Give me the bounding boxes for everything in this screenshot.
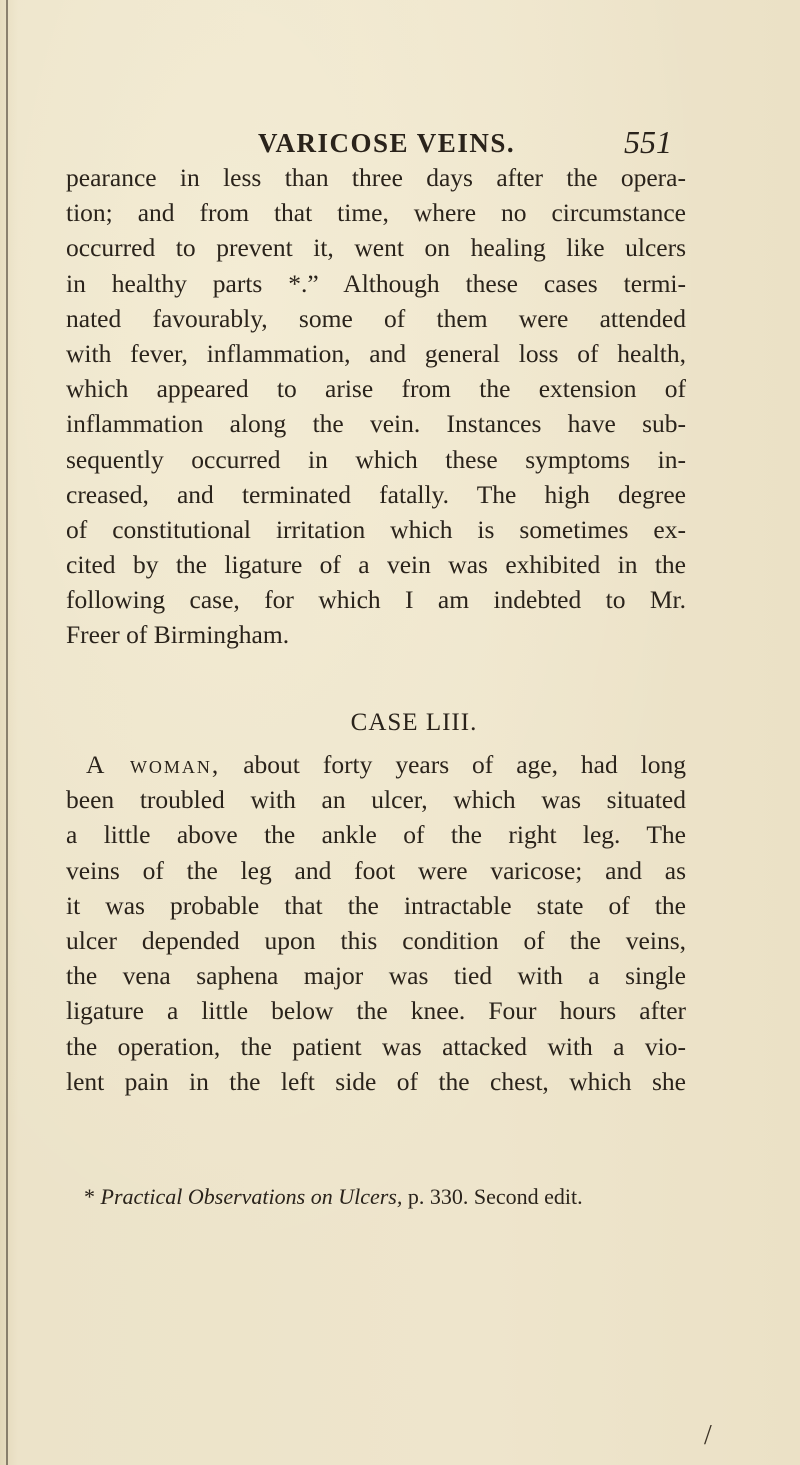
- text-line: occurred to prevent it, went on healing like ulcers: [66, 233, 686, 263]
- stray-pen-mark: /: [704, 1420, 712, 1451]
- footnote: [84, 1184, 694, 1210]
- text-line: nated favourably, some of them were attended: [66, 303, 686, 333]
- text-line: pearance in less than three days after the opera-: [66, 163, 686, 192]
- text-line: creased, and terminated fatally. The high degree: [66, 479, 686, 509]
- body-paragraph: [66, 160, 686, 653]
- text-line: the operation, the patient was attacked with a vio-: [66, 1031, 686, 1061]
- text-line: a little above the ankle of the right leg. The: [66, 820, 686, 850]
- case-first-line-rest: about forty years of age, had long: [220, 750, 686, 779]
- footnote-title: Practical Observations on Ulcers,: [100, 1184, 403, 1209]
- text-line: the vena saphena major was tied with a single: [66, 961, 686, 991]
- text-line: ligature a little below the knee. Four hours after: [66, 996, 686, 1026]
- text-line: lent pain in the left side of the chest, which she: [66, 1066, 686, 1096]
- text-line: veins of the leg and foot were varicose; and as: [66, 855, 686, 885]
- text-line: been troubled with an ulcer, which was situated: [66, 785, 686, 815]
- text-line: following case, for which I am indebted to Mr.: [66, 585, 686, 615]
- text-line: inflammation along the vein. Instances have sub-: [66, 409, 686, 439]
- text-line: ulcer depended upon this condition of the veins,: [66, 925, 686, 955]
- text-line: Freer of Birmingham.: [66, 620, 290, 650]
- case-opening-word: A woman,: [86, 750, 221, 779]
- text-line: with fever, inflammation, and general loss of health,: [66, 338, 686, 368]
- text-line: it was probable that the intractable state of the: [66, 890, 686, 920]
- case-first-line: [66, 747, 686, 782]
- text-line: of constitutional irritation which is sometimes ex-: [66, 514, 686, 544]
- text-line: sequently occurred in which these symptoms in-: [66, 444, 686, 474]
- case-paragraph: [66, 747, 686, 1099]
- page-number: 551: [624, 124, 672, 160]
- text-line: tion; and from that time, where no circumstance: [66, 198, 686, 228]
- case-heading: CASE LIII.: [350, 709, 478, 736]
- footnote-marker: *: [84, 1184, 95, 1209]
- text-line: cited by the ligature of a vein was exhibited in the: [66, 550, 686, 580]
- text-line: which appeared to arise from the extension of: [66, 374, 686, 404]
- running-head: VARICOSE VEINS.: [258, 128, 516, 158]
- footnote-reference: p. 330. Second edit.: [402, 1184, 583, 1209]
- text-line: in healthy parts *.” Although these cases termi-: [66, 268, 686, 298]
